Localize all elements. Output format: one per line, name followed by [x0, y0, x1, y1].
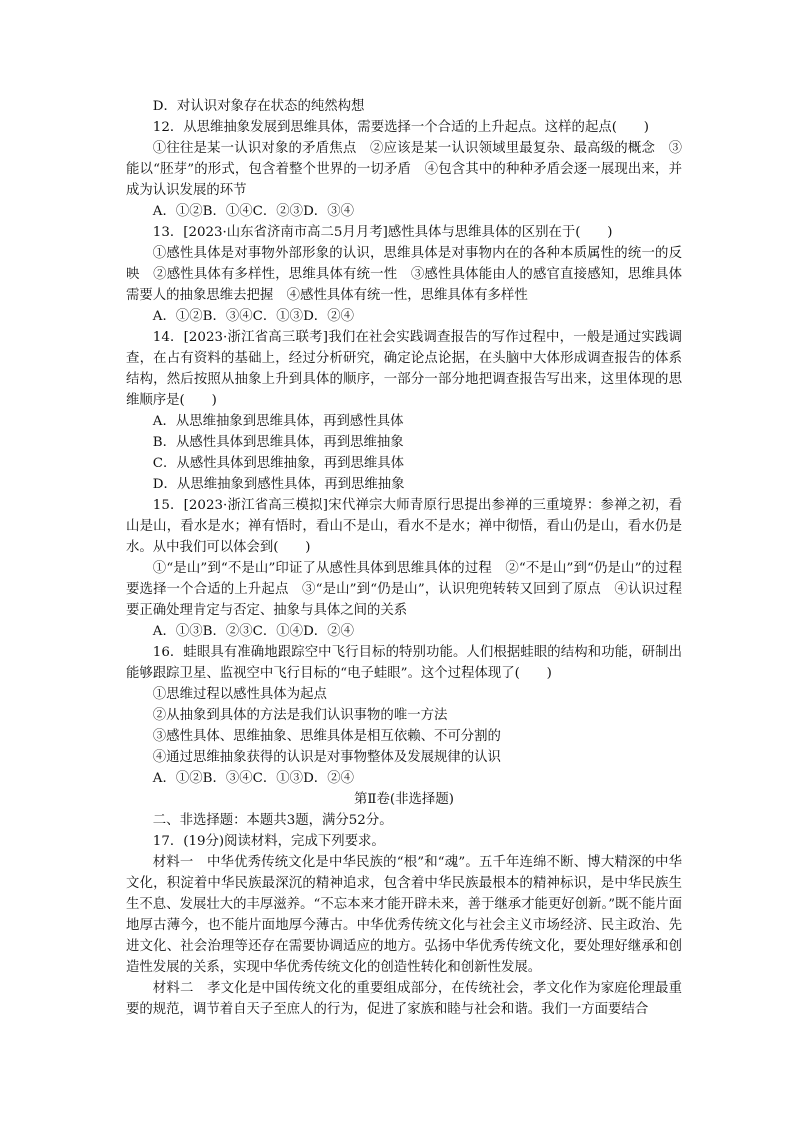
option-line: A．从思维抽象到思维具体，再到感性具体: [152, 414, 404, 429]
paragraph: 12．从思维抽象发展到思维具体，需要选择一个合适的上升起点。这样的起点( ): [152, 120, 649, 135]
option-line: ④通过思维抽象获得的认识是对事物整体及发展规律的认识: [152, 750, 501, 765]
paragraph: 17．(19分)阅读材料，完成下列要求。: [152, 834, 385, 849]
option-line: ①思维过程以感性具体为起点: [152, 687, 327, 702]
option-line: A．①②B．①④C．②③D．③④: [152, 204, 354, 219]
option-line: ②从抽象到具体的方法是我们认识事物的唯一方法: [152, 708, 448, 723]
paragraph: 14．[2023·浙江省高三联考]我们在社会实践调查报告的写作过程中，一般是通过实践调查，在占有资料的基础上，经过分析研究，确定论点论据，在头脑中大体形成调查报告的体系结构，然后按照从抽象上升到具体的顺序，一部分一部分地把调查报告写出来，这里体现的思维顺序是( ): [126, 330, 682, 408]
option-line: ③感性具体、思维抽象、思维具体是相互依赖、不可分割的: [152, 729, 501, 744]
option-line: D．从思维抽象到感性具体，再到思维抽象: [152, 477, 405, 492]
document-page: [126, 96, 682, 1020]
paragraph: ①感性具体是对事物外部形象的认识，思维具体是对事物内在的各种本质属性的统一的反映 ②感性具体有多样性，思维具体有统一性 ③感性具体能由人的感官直接感知，思维具体需要人的抽象思维去把握 ④感性具体有统一性，思维具体有多样性: [126, 246, 682, 303]
paragraph: 16．蛙眼具有准确地跟踪空中飞行目标的特别功能。人们根据蛙眼的结构和功能，研制出能够跟踪卫星、监视空中飞行目标的“电子蛙眼”。这个过程体现了( ): [126, 645, 682, 681]
option-line: B．从感性具体到思维具体，再到思维抽象: [152, 435, 404, 450]
paragraph: 二、非选择题：本题共3题，满分52分。: [152, 813, 393, 828]
option-line: D．对认识对象存在状态的纯然构想: [152, 99, 365, 114]
section-heading: 第Ⅱ卷(非选择题): [354, 792, 454, 807]
option-line: A．①③B．②③C．①④D．②④: [152, 624, 354, 639]
paragraph: 材料二 孝文化是中国传统文化的重要组成部分，在传统社会，孝文化作为家庭伦理最重要的规范，调节着自天子至庶人的行为，促进了家族和睦与社会和谐。我们一方面要结合: [126, 981, 682, 1017]
option-line: A．①②B．③④C．①③D．②④: [152, 309, 354, 324]
paragraph: 15．[2023·浙江省高三模拟]宋代禅宗大师青原行思提出参禅的三重境界：参禅之初，看山是山，看水是水；禅有悟时，看山不是山，看水不是水；禅中彻悟，看山仍是山，看水仍是水。从中我们可以体会到( ): [126, 498, 682, 555]
paragraph: ①往往是某一认识对象的矛盾焦点 ②应该是某一认识领域里最复杂、最高级的概念 ③能以“胚芽”的形式，包含着整个世界的一切矛盾 ④包含其中的种种矛盾会逐一展现出来，并成为认识发展的环节: [126, 141, 682, 198]
paragraph: 13．[2023·山东省济南市高二5月月考]感性具体与思维具体的区别在于( ): [152, 225, 613, 240]
paragraph: ①“是山”到“不是山”印证了从感性具体到思维具体的过程 ②“不是山”到“仍是山”的过程要选择一个合适的上升起点 ③“是山”到“仍是山”，认识兜兜转转又回到了原点 ④认识过程要正确处理肯定与否定、抽象与具体之间的关系: [126, 561, 682, 618]
paragraph: 材料一 中华优秀传统文化是中华民族的“根”和“魂”。五千年连绵不断、博大精深的中华文化，积淀着中华民族最深沉的精神追求，包含着中华民族最根本的精神标识，是中华民族生生不息、发展壮大的丰厚滋养。“不忘本来才能开辟未来，善于继承才能更好创新。”既不能片面地厚古薄今，也不能片面地厚今薄古。中华优秀传统文化与社会主义市场经济、民主政治、先进文化、社会治理等还存在需要协调适应的地方。弘扬中华优秀传统文化，要处理好继承和创造性发展的关系，实现中华优秀传统文化的创造性转化和创新性发展。: [126, 855, 683, 975]
option-line: C．从感性具体到思维抽象，再到思维具体: [152, 456, 405, 471]
option-line: A．①②B．③④C．①③D．②④: [152, 771, 354, 786]
